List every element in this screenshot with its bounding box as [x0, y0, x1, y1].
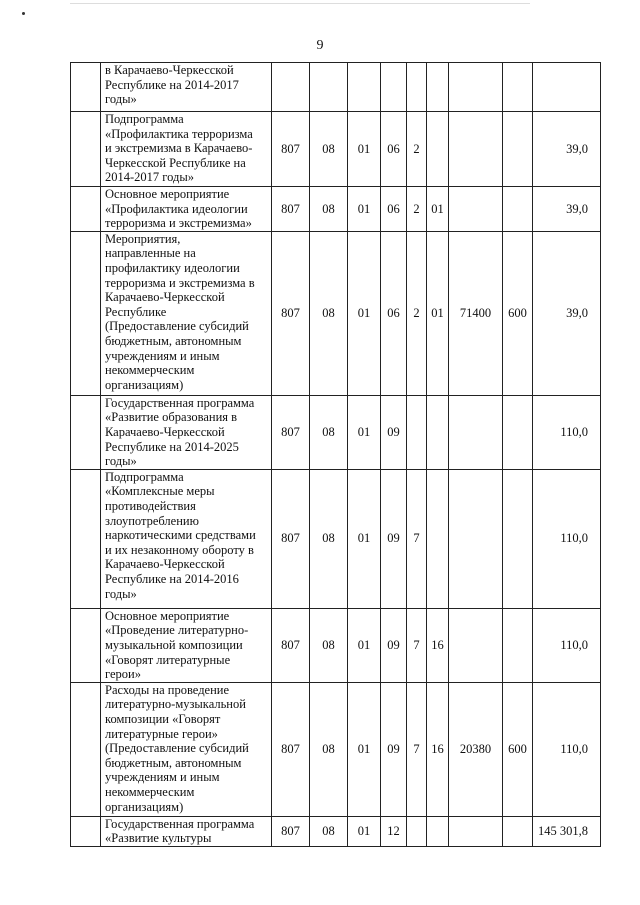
csr1-cell: 09 — [381, 608, 407, 682]
vr-cell — [503, 395, 533, 469]
budget-table-body — [71, 63, 601, 847]
row-number-cell — [71, 682, 101, 816]
description-line: наркотическими средствами — [105, 528, 256, 543]
rz-cell: 08 — [310, 112, 348, 187]
csr3-cell — [427, 816, 449, 846]
csr4-cell — [449, 63, 503, 112]
csr3-cell — [427, 395, 449, 469]
page-number: 9 — [316, 38, 324, 53]
vr-cell — [503, 187, 533, 232]
csr2-cell — [407, 63, 427, 112]
description-line: направленные на — [105, 246, 196, 261]
description-cell — [101, 187, 272, 232]
description-line: Мероприятия, — [105, 231, 181, 246]
csr3-cell: 01 — [427, 231, 449, 395]
csr2-cell: 7 — [407, 682, 427, 816]
amount-cell: 145 301,8 — [533, 816, 601, 846]
csr4-cell — [449, 112, 503, 187]
csr4-cell: 71400 — [449, 231, 503, 395]
description-line: Подпрограмма — [105, 469, 184, 484]
description-line: некоммерческим — [105, 784, 195, 799]
pr-cell: 01 — [348, 682, 381, 816]
csr3-cell: 16 — [427, 608, 449, 682]
vr-cell — [503, 469, 533, 608]
amount-cell: 39,0 — [533, 187, 601, 232]
csr4-cell — [449, 816, 503, 846]
description-cell — [101, 682, 272, 816]
csr1-cell — [381, 63, 407, 112]
vr-cell — [503, 112, 533, 187]
gr-cell: 807 — [272, 395, 310, 469]
row-number-cell — [71, 816, 101, 846]
csr1-cell: 06 — [381, 231, 407, 395]
description-line: Карачаево-Черкесской — [105, 557, 225, 572]
gr-cell: 807 — [272, 682, 310, 816]
description-cell — [101, 816, 272, 846]
csr3-cell: 16 — [427, 682, 449, 816]
description-line: Республике — [105, 304, 167, 319]
vr-cell — [503, 608, 533, 682]
csr1-cell: 09 — [381, 469, 407, 608]
description-cell — [101, 112, 272, 187]
description-line: противодействия — [105, 498, 196, 513]
row-number-cell — [71, 608, 101, 682]
description-line: профилактику идеологии — [105, 260, 240, 275]
description-line: Республике на 2014-2017 — [105, 77, 239, 92]
csr2-cell: 2 — [407, 112, 427, 187]
row-number-cell — [71, 112, 101, 187]
amount-cell: 110,0 — [533, 469, 601, 608]
gr-cell: 807 — [272, 816, 310, 846]
pr-cell — [348, 63, 381, 112]
csr1-cell: 09 — [381, 395, 407, 469]
scan-speck — [22, 12, 25, 15]
description-line: и экстремизма в Карачаево- — [105, 141, 253, 156]
description-line: «Комплексные меры — [105, 484, 215, 499]
row-number-cell — [71, 63, 101, 112]
csr3-cell — [427, 469, 449, 608]
csr4-cell: 20380 — [449, 682, 503, 816]
description-line: Государственная программа — [105, 395, 255, 410]
description-line: «Проведение литературно- — [105, 623, 249, 638]
amount-cell: 39,0 — [533, 231, 601, 395]
csr1-cell: 06 — [381, 112, 407, 187]
rz-cell — [310, 63, 348, 112]
rz-cell: 08 — [310, 682, 348, 816]
amount-cell — [533, 63, 601, 112]
csr1-cell: 09 — [381, 682, 407, 816]
row-number-cell — [71, 395, 101, 469]
description-cell — [101, 63, 272, 112]
description-line: Карачаево-Черкесской — [105, 290, 225, 305]
description-line: терроризма и экстремизма» — [105, 216, 252, 231]
description-line: (Предоставление субсидий — [105, 319, 249, 334]
table-row — [71, 63, 601, 112]
table-row — [71, 395, 601, 469]
description-line: учреждениям и иным — [105, 348, 220, 363]
budget-table — [70, 62, 601, 847]
description-line: злоупотреблению — [105, 513, 199, 528]
description-line: Республике на 2014-2025 — [105, 439, 239, 454]
description-line: Подпрограмма — [105, 112, 184, 126]
csr3-cell — [427, 63, 449, 112]
csr1-cell: 06 — [381, 187, 407, 232]
csr4-cell — [449, 469, 503, 608]
description-line: в Карачаево-Черкесской — [105, 63, 234, 77]
table-row — [71, 682, 601, 816]
csr4-cell — [449, 395, 503, 469]
description-line: «Развитие образования в — [105, 410, 238, 425]
vr-cell: 600 — [503, 231, 533, 395]
description-line: композиции «Говорят — [105, 711, 221, 726]
description-line: некоммерческим — [105, 363, 195, 378]
table-row — [71, 112, 601, 187]
description-line: (Предоставление субсидий — [105, 741, 249, 756]
description-line: музыкальной композиции — [105, 637, 243, 652]
description-line: «Профилактика терроризма — [105, 126, 253, 141]
description-line: годы» — [105, 92, 137, 107]
csr3-cell — [427, 112, 449, 187]
description-line: организациям) — [105, 377, 184, 392]
row-number-cell — [71, 231, 101, 395]
scan-edge-line — [70, 3, 530, 5]
rz-cell: 08 — [310, 231, 348, 395]
description-line: «Говорят литературные — [105, 652, 231, 667]
description-line: 2014-2017 годы» — [105, 170, 195, 185]
description-line: Основное мероприятие — [105, 187, 230, 201]
gr-cell — [272, 63, 310, 112]
description-line: годы» — [105, 586, 137, 601]
pr-cell: 01 — [348, 112, 381, 187]
description-line: Карачаево-Черкесской — [105, 424, 225, 439]
pr-cell: 01 — [348, 469, 381, 608]
description-cell — [101, 608, 272, 682]
description-line: Государственная программа — [105, 816, 255, 831]
pr-cell: 01 — [348, 816, 381, 846]
gr-cell: 807 — [272, 608, 310, 682]
csr4-cell — [449, 608, 503, 682]
amount-cell: 110,0 — [533, 608, 601, 682]
description-cell — [101, 231, 272, 395]
table-row — [71, 231, 601, 395]
table-row — [71, 187, 601, 232]
row-number-cell — [71, 469, 101, 608]
description-line: организациям) — [105, 799, 184, 814]
amount-cell: 110,0 — [533, 682, 601, 816]
amount-cell: 39,0 — [533, 112, 601, 187]
csr2-cell: 7 — [407, 469, 427, 608]
csr2-cell: 7 — [407, 608, 427, 682]
description-line: Республике на 2014-2016 — [105, 571, 239, 586]
pr-cell: 01 — [348, 395, 381, 469]
description-line: бюджетным, автономным — [105, 755, 242, 770]
description-cell — [101, 395, 272, 469]
csr2-cell — [407, 816, 427, 846]
row-number-cell — [71, 187, 101, 232]
description-line: бюджетным, автономным — [105, 333, 242, 348]
rz-cell: 08 — [310, 187, 348, 232]
csr3-cell: 01 — [427, 187, 449, 232]
vr-cell — [503, 63, 533, 112]
csr2-cell: 2 — [407, 231, 427, 395]
pr-cell: 01 — [348, 187, 381, 232]
csr2-cell — [407, 395, 427, 469]
table-row — [71, 816, 601, 846]
description-line: литературные герои» — [105, 726, 218, 741]
rz-cell: 08 — [310, 469, 348, 608]
vr-cell: 600 — [503, 682, 533, 816]
description-line: и их незаконному обороту в — [105, 542, 254, 557]
description-line: терроризма и экстремизма в — [105, 275, 255, 290]
pr-cell: 01 — [348, 231, 381, 395]
amount-cell: 110,0 — [533, 395, 601, 469]
gr-cell: 807 — [272, 469, 310, 608]
csr4-cell — [449, 187, 503, 232]
table-row — [71, 469, 601, 608]
rz-cell: 08 — [310, 816, 348, 846]
description-cell — [101, 469, 272, 608]
gr-cell: 807 — [272, 231, 310, 395]
rz-cell: 08 — [310, 395, 348, 469]
table-row — [71, 608, 601, 682]
gr-cell: 807 — [272, 187, 310, 232]
description-line: литературно-музыкальной — [105, 697, 246, 712]
description-line: «Развитие культуры — [105, 831, 212, 846]
csr1-cell: 12 — [381, 816, 407, 846]
pr-cell: 01 — [348, 608, 381, 682]
description-line: Черкесской Республике на — [105, 155, 246, 170]
gr-cell: 807 — [272, 112, 310, 187]
description-line: годы» — [105, 454, 137, 469]
description-line: герои» — [105, 667, 141, 682]
description-line: Основное мероприятие — [105, 608, 230, 623]
description-line: Расходы на проведение — [105, 682, 230, 697]
description-line: «Профилактика идеологии — [105, 201, 248, 216]
vr-cell — [503, 816, 533, 846]
description-line: учреждениям и иным — [105, 770, 220, 785]
rz-cell: 08 — [310, 608, 348, 682]
csr2-cell: 2 — [407, 187, 427, 232]
